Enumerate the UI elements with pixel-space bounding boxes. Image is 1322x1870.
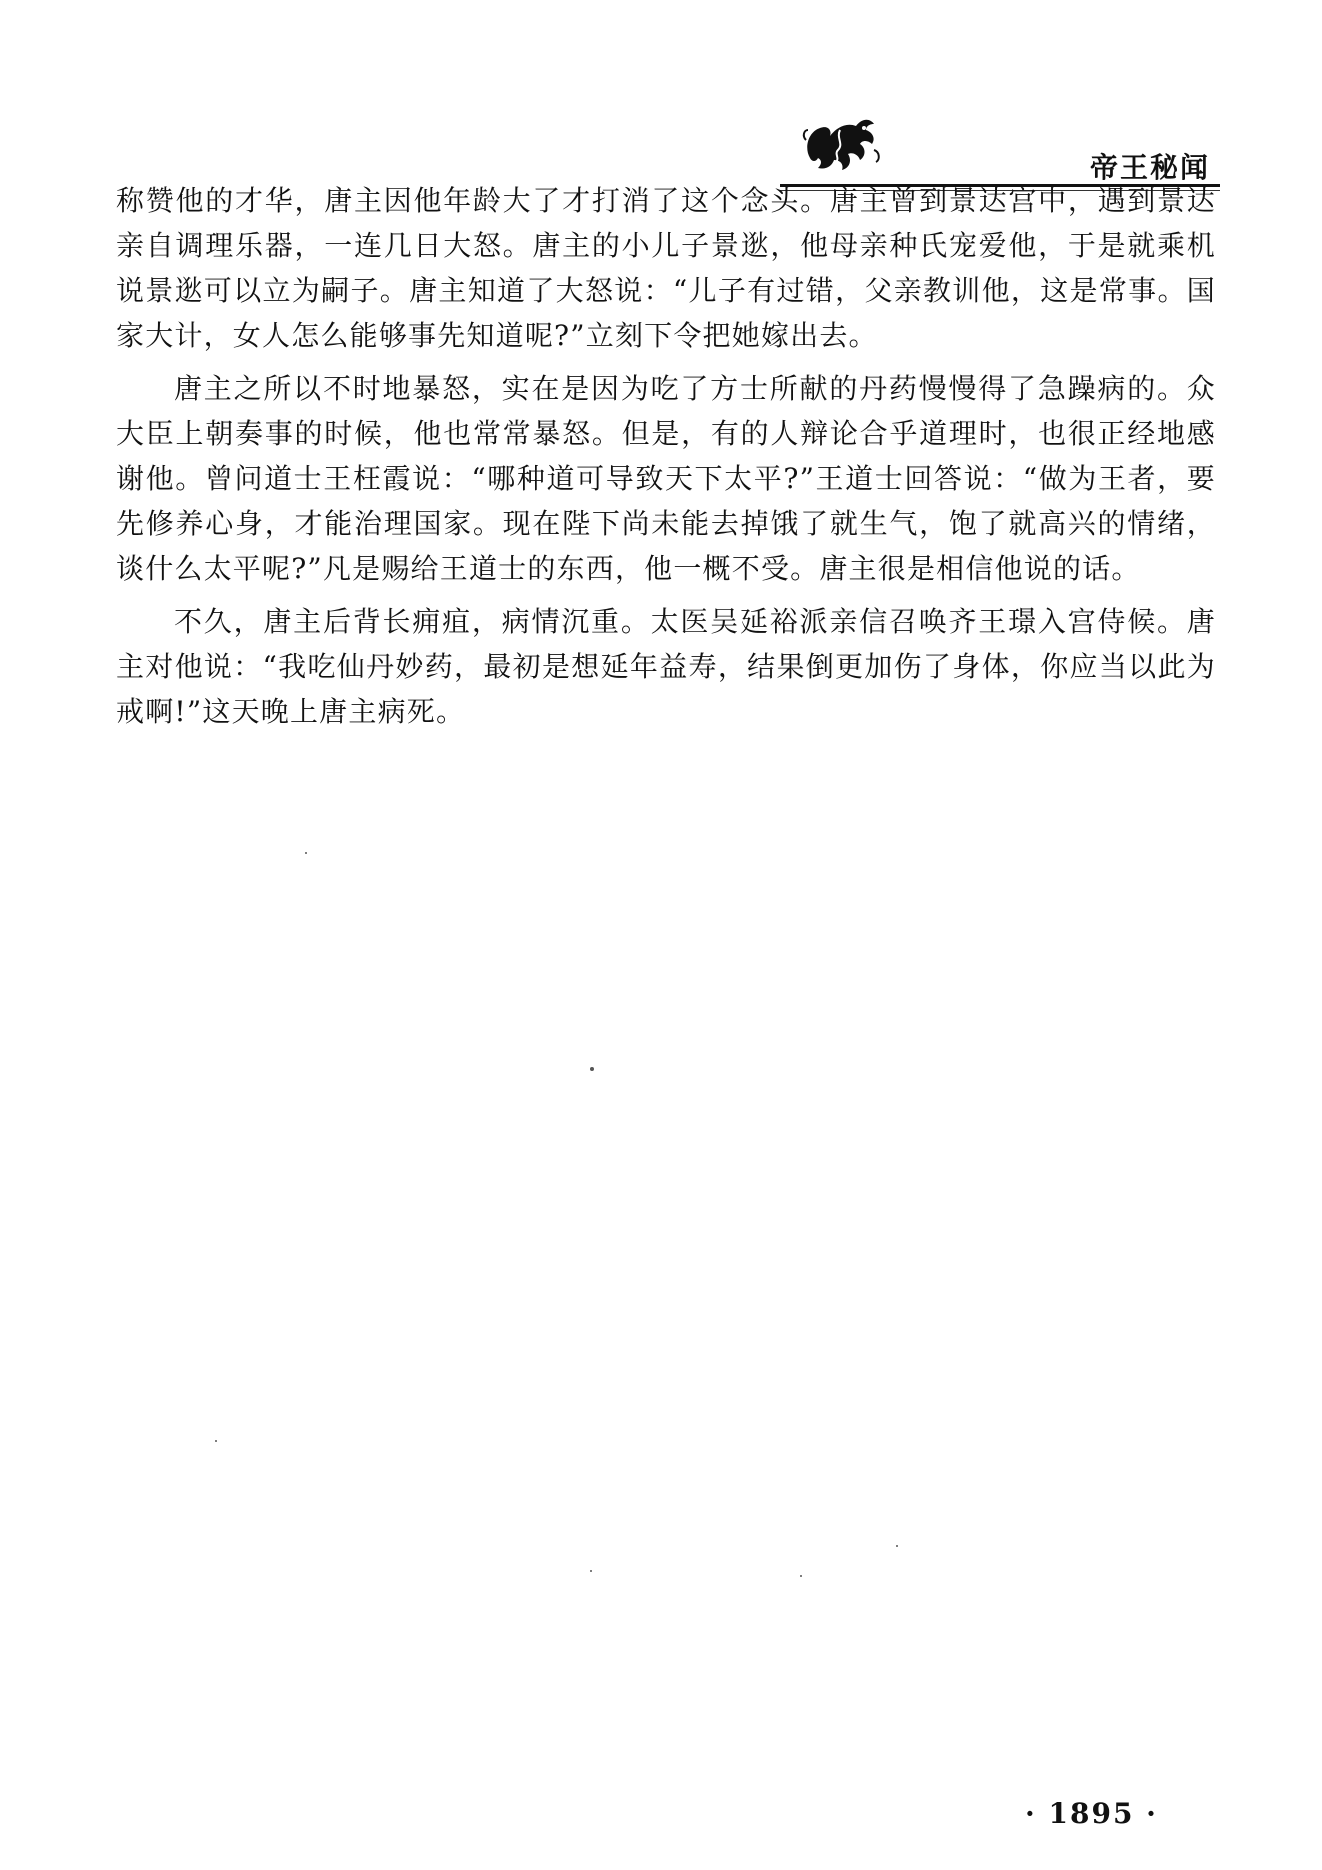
paragraph-continuation xyxy=(116,178,1216,358)
scan-speck xyxy=(800,1575,802,1577)
text-line: 才能治理国家。现在陛下尚未能去掉饿了就生气，饱了就高兴的情绪，谈什么太平呢?” xyxy=(116,507,1216,585)
scan-speck xyxy=(305,852,307,854)
text-line: 唐主之所以不时地暴怒，实在是因为吃了方士所献的丹药慢慢得了急躁病的。众大臣 xyxy=(116,372,1216,450)
text-line: 人怎么能够事先知道呢?”立刻下令把她嫁出去。 xyxy=(262,319,878,352)
text-line: 调理乐器，一连几日大怒。唐主的小儿子景逖，他母亲种氏宠爱他，于是就乘机说景逖可 xyxy=(116,229,1216,307)
text-line: 以立为嗣子。唐主知道了大怒说：“儿子有过错，父亲教训他，这是常事。国家大计，女 xyxy=(116,274,1216,352)
dragon-icon xyxy=(800,110,882,178)
scan-speck xyxy=(590,1067,594,1071)
scan-speck xyxy=(215,1440,217,1442)
scan-speck xyxy=(896,1545,898,1547)
scan-speck xyxy=(590,1570,592,1572)
text-line: 问道士王枉霞说：“哪种道可导致天下太平?”王道士回答说：“做为王者，要先修养心身， xyxy=(116,462,1216,540)
body-text xyxy=(116,178,1216,742)
paragraph-death xyxy=(116,599,1216,734)
text-line: 这天晚上唐主病死。 xyxy=(202,695,466,728)
text-line: 他说：“我吃仙丹妙药，最初是想延年益寿，结果倒更加伤了身体，你应当以此为戒啊!” xyxy=(116,650,1216,728)
text-line: 上朝奏事的时候，他也常常暴怒。但是，有的人辩论合乎道理时，也很正经地感谢他。曾 xyxy=(116,417,1216,495)
text-line: 凡是赐给王道士的东西，他一概不受。唐主很是相信他说的话。 xyxy=(322,552,1141,585)
text-line: 称赞他的才华，唐主因他年龄大了才打消了这个念头。唐主曾到景达宫中，遇到景达亲自 xyxy=(116,184,1216,262)
paragraph-illness xyxy=(116,366,1216,591)
page-number: · 1895 · xyxy=(1025,1797,1158,1830)
header-title: 帝王秘闻 xyxy=(1089,151,1210,184)
text-line: 不久，唐主后背长痈疽，病情沉重。太医吴延裕派亲信召唤齐王璟入宫侍候。唐主对 xyxy=(116,605,1216,683)
